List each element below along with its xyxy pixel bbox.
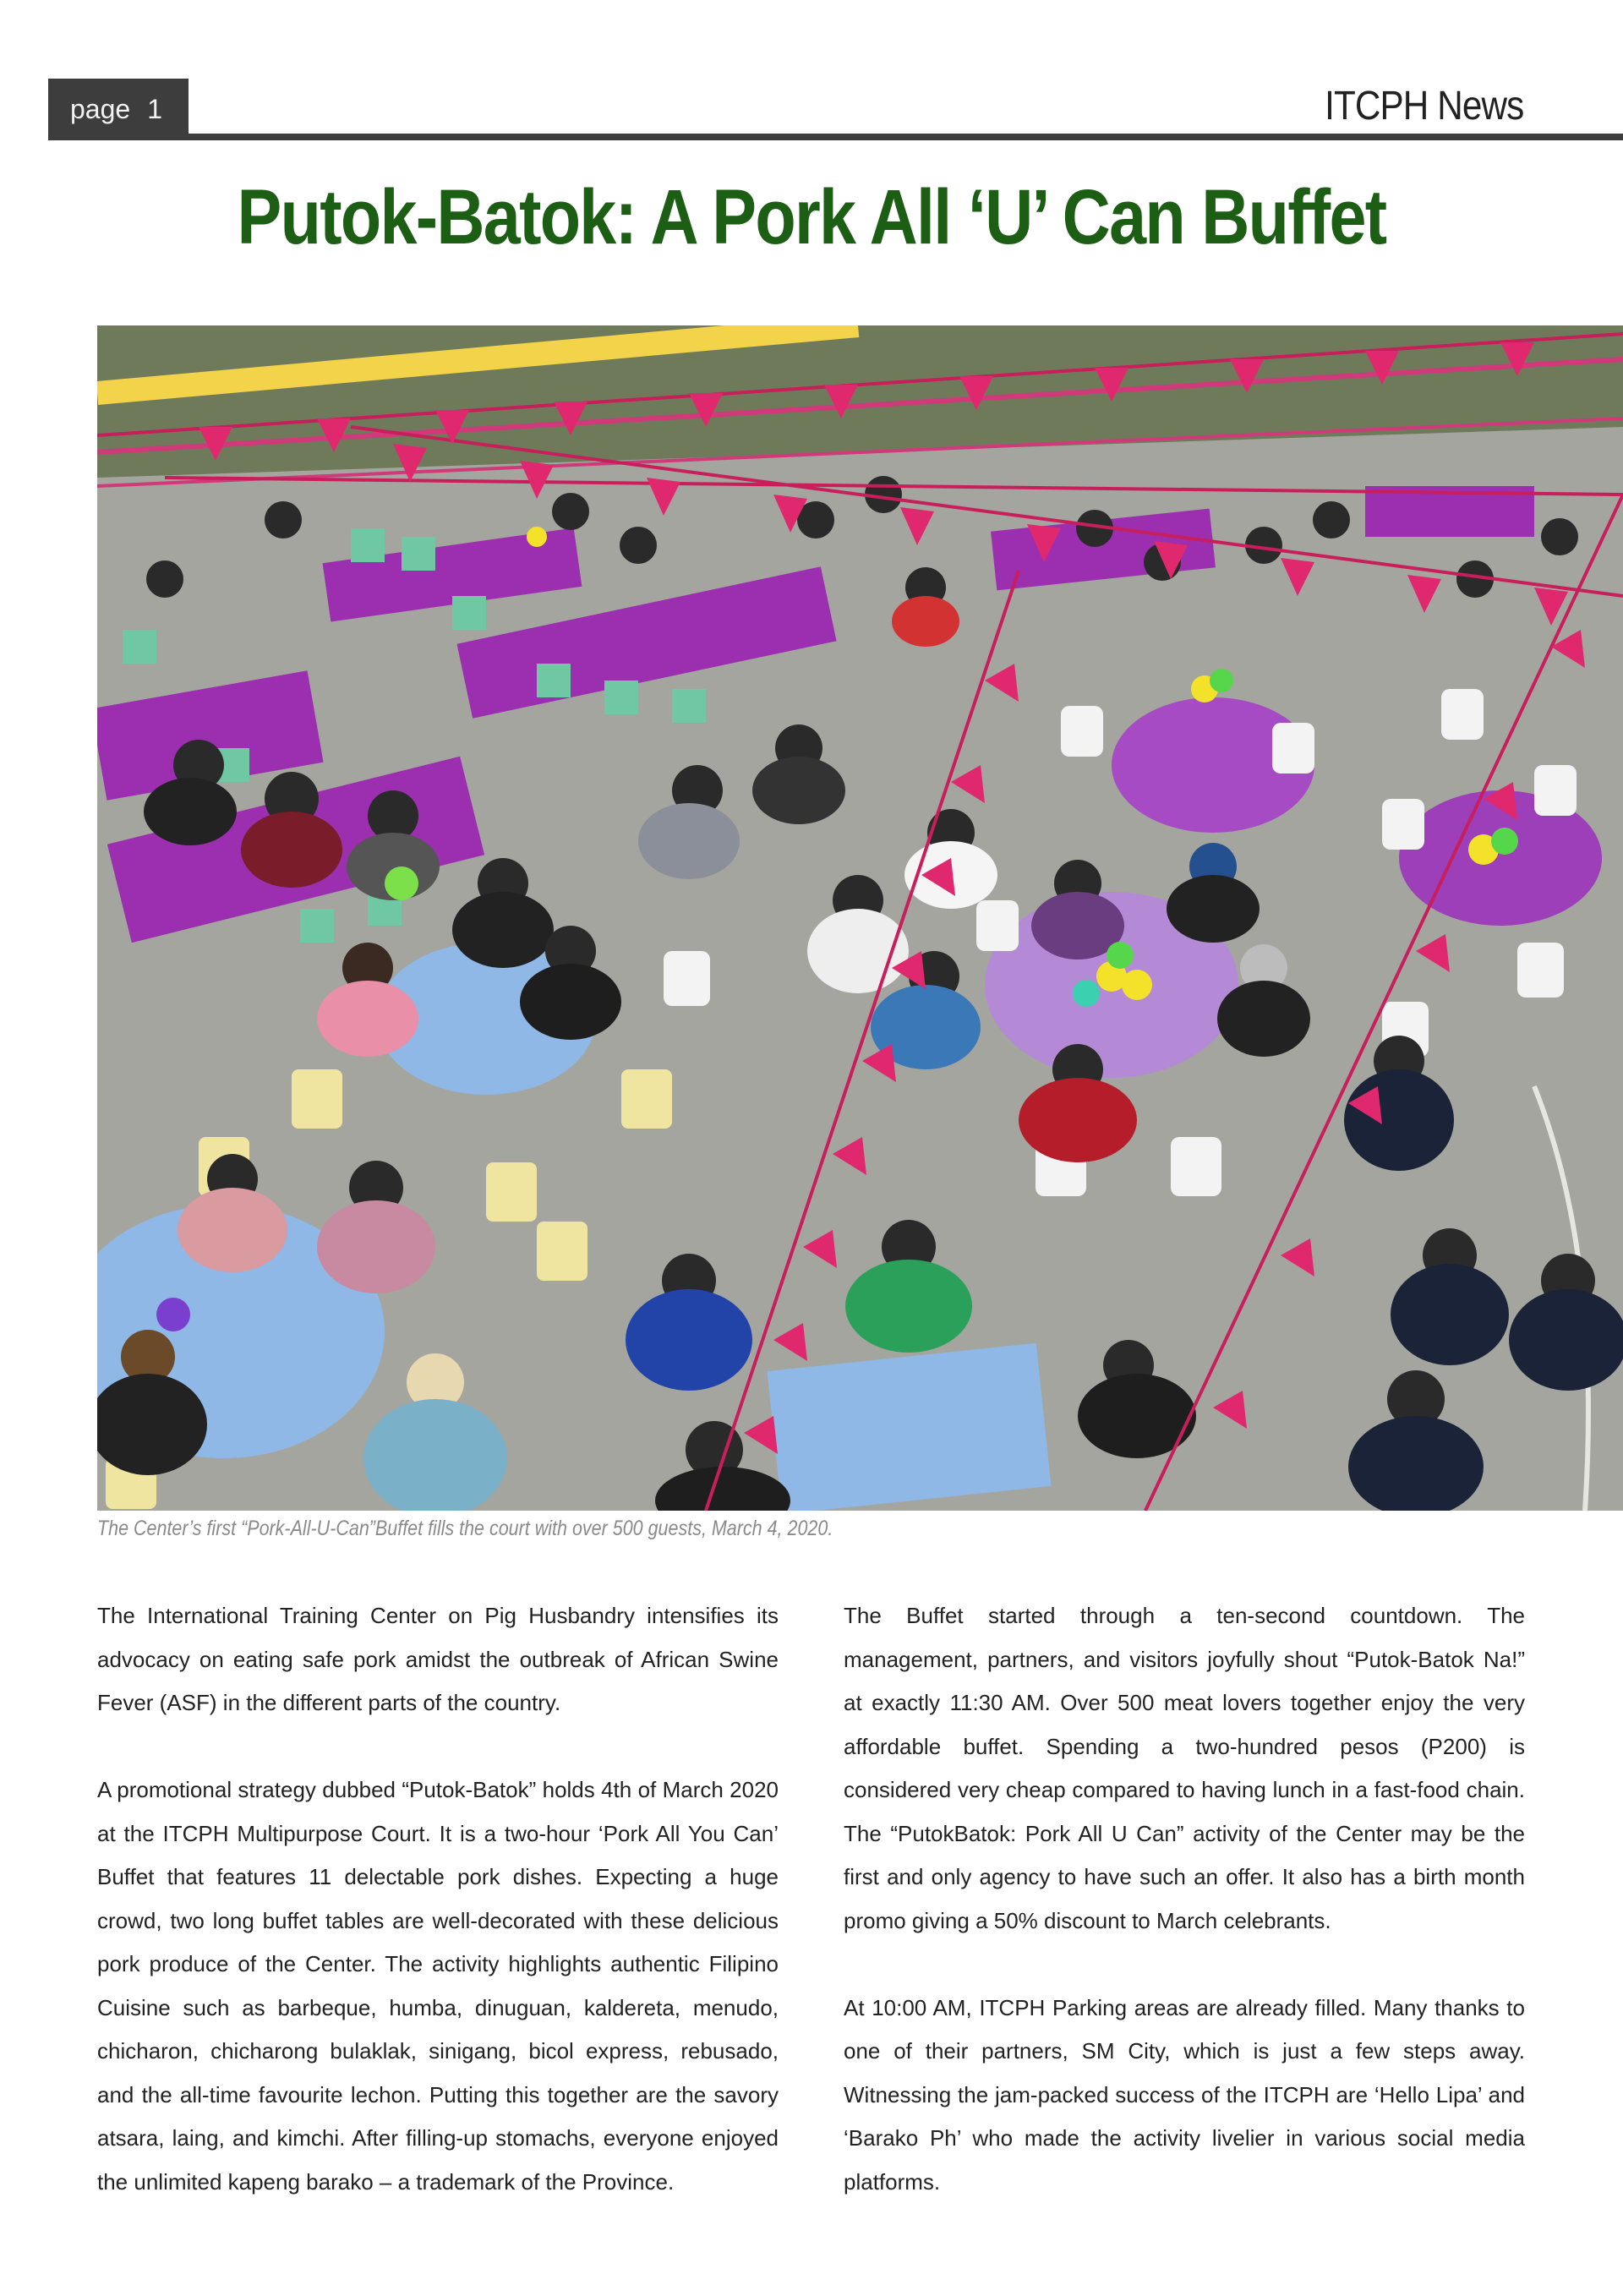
page-number-tab: [48, 79, 189, 140]
publication-name: ITCPH News: [1324, 84, 1523, 128]
article-column-left: [97, 1594, 779, 2248]
paragraph: The Buffet started through a ten-second countdown. The management, partners, and visitors joyfully shout “Putok-Batok Na!” at exactly 11:30 AM. Over 500 meat lovers together enjoy the very affordable buffet. Spending a two-hundred pesos (P200) is considered very cheap compared to having lunch in a fast-food chain. The “PutokBatok: Pork All U Can” activity of the Center may be the first and only agency to have such an offer. It also has a birth month promo giving a 50% discount to March celebrants.: [844, 1603, 1525, 1933]
paragraph: The International Training Center on Pig Husbandry intensifies its advocacy on eating safe pork amidst the outbreak of African Swine Fever (ASF) in the different parts of the country.: [97, 1603, 779, 1715]
buffet-photo: [97, 325, 1623, 1511]
article-title: Putok-Batok: A Pork All ‘U’ Can Buffet: [237, 174, 1386, 260]
article-column-right: [844, 1594, 1525, 2248]
header-rule: [48, 134, 1623, 140]
paragraph: A promotional strategy dubbed “Putok-Batok” holds 4th of March 2020 at the ITCPH Multipurpose Court. It is a two-hour ‘Pork All You Can’ Buffet that features 11 delectable pork dishes. Expecting a huge crowd, two long buffet tables are well-decorated with these delicious pork produce of the Center. The activity highlights authentic Filipino Cuisine such as barbeque, humba, dinuguan, kaldereta, menudo, chicharon, chicharong bulaklak, sinigang, bicol express, rebusado, and the all-time favourite lechon. Putting this together are the savory atsara, laing, and kimchi. After filling-up stomachs, everyone enjoyed the unlimited kapeng barako – a trademark of the Province.: [97, 1777, 779, 2195]
photo-caption: The Center’s first “Pork-All-U-Can”Buffet fills the court with over 500 guests, March 4, 2020.: [97, 1517, 833, 1540]
paragraph: At 10:00 AM, ITCPH Parking areas are already filled. Many thanks to one of their partners, SM City, which is just a few steps away. Witnessing the jam-packed success of the ITCPH are ‘Hello Lipa’ and ‘Barako Ph’ who made the activity livelier in various social media platforms.: [844, 1994, 1525, 2195]
page-number: 1: [147, 94, 162, 124]
page-label: page: [70, 94, 131, 124]
